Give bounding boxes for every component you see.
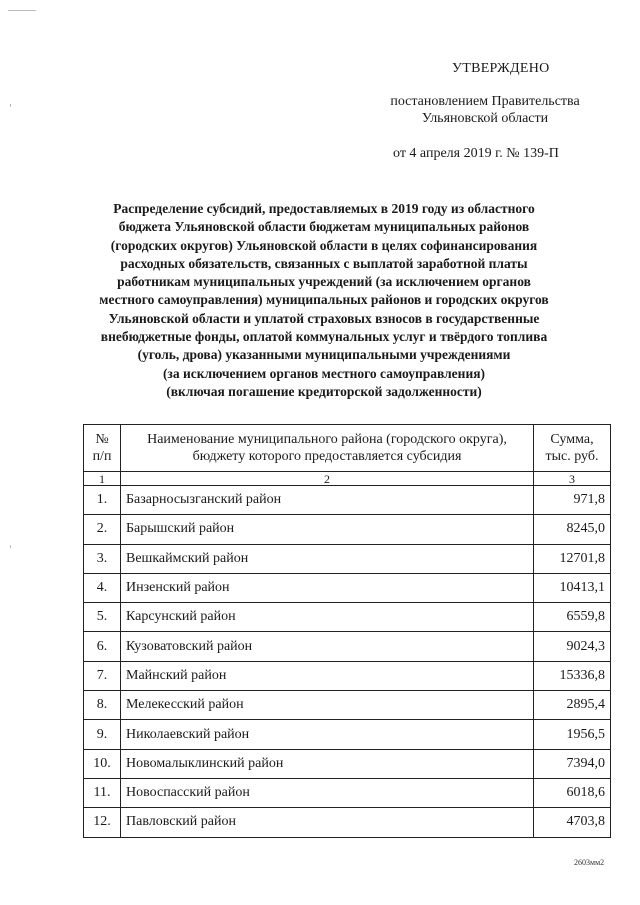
table-row <box>84 515 611 544</box>
row-sum: 6559,8 <box>534 603 611 632</box>
row-district: Новоспасский район <box>121 778 534 807</box>
row-district: Майнский район <box>121 661 534 690</box>
column-number-row <box>84 472 611 486</box>
column-number: 1 <box>84 472 121 486</box>
title-line: Ульяновской области и уплатой страховых взносов в государственные <box>108 310 540 326</box>
header-name: Наименование муниципального района (городского округа), бюджету которого предоставляется субсидия <box>121 425 534 472</box>
decree-date: от 4 апреля 2019 г. № 139-П <box>393 146 559 161</box>
row-sum: 8245,0 <box>534 515 611 544</box>
table-row <box>84 486 611 515</box>
approval-stamp: УТВЕРЖДЕНО <box>452 61 550 76</box>
row-sum: 1956,5 <box>534 720 611 749</box>
row-index: 1. <box>84 486 121 515</box>
row-district: Николаевский район <box>121 720 534 749</box>
table-row <box>84 573 611 602</box>
scan-mark-left-1 <box>10 104 11 107</box>
table-row <box>84 544 611 573</box>
row-sum: 971,8 <box>534 486 611 515</box>
row-district: Карсунский район <box>121 603 534 632</box>
document-title <box>74 200 574 401</box>
title-line: работникам муниципальных учреждений (за исключением органов <box>117 274 531 290</box>
row-index: 12. <box>84 808 121 837</box>
header-index: № п/п <box>84 425 121 472</box>
row-sum: 2895,4 <box>534 691 611 720</box>
page-code: 2603мм2 <box>574 858 605 867</box>
row-index: 9. <box>84 720 121 749</box>
table-header-row <box>84 425 611 472</box>
row-index: 7. <box>84 661 121 690</box>
row-index: 6. <box>84 632 121 661</box>
title-line: местного самоуправления) муниципальных районов и городских округов <box>99 292 549 308</box>
title-line: (включая погашение кредиторской задолженности) <box>166 383 482 399</box>
row-district: Вешкаймский район <box>121 544 534 573</box>
row-index: 8. <box>84 691 121 720</box>
row-district: Новомалыклинский район <box>121 749 534 778</box>
table-row <box>84 778 611 807</box>
table-row <box>84 632 611 661</box>
column-number: 3 <box>534 472 611 486</box>
column-number: 2 <box>121 472 534 486</box>
row-sum: 10413,1 <box>534 573 611 602</box>
row-index: 2. <box>84 515 121 544</box>
row-index: 5. <box>84 603 121 632</box>
row-sum: 7394,0 <box>534 749 611 778</box>
subsidy-table <box>83 424 611 838</box>
row-district: Базарносызганский район <box>121 486 534 515</box>
row-index: 11. <box>84 778 121 807</box>
decree-reference <box>360 93 610 127</box>
scan-mark-top-left <box>8 10 36 11</box>
row-district: Барышский район <box>121 515 534 544</box>
table-row <box>84 808 611 837</box>
row-index: 10. <box>84 749 121 778</box>
title-line: бюджета Ульяновской области бюджетам муниципальных районов <box>118 219 530 235</box>
table-row <box>84 720 611 749</box>
row-index: 3. <box>84 544 121 573</box>
row-district: Мелекесский район <box>121 691 534 720</box>
table-row <box>84 661 611 690</box>
title-line: внебюджетные фонды, оплатой коммунальных услуг и твёрдого топлива <box>100 329 548 345</box>
title-line: (городских округов) Ульяновской области в целях софинансирования <box>110 237 538 253</box>
row-sum: 12701,8 <box>534 544 611 573</box>
title-line: (уголь, дрова) указанными муниципальными учреждениями <box>137 347 511 363</box>
row-sum: 4703,8 <box>534 808 611 837</box>
decree-line-1: постановлением Правительства <box>390 94 580 109</box>
row-district: Инзенский район <box>121 573 534 602</box>
table-row <box>84 603 611 632</box>
title-line: расходных обязательств, связанных с выплатой заработной платы <box>120 255 528 271</box>
decree-line-2: Ульяновской области <box>421 111 549 126</box>
row-sum: 15336,8 <box>534 661 611 690</box>
row-index: 4. <box>84 573 121 602</box>
row-sum: 6018,6 <box>534 778 611 807</box>
row-district: Павловский район <box>121 808 534 837</box>
table-row <box>84 691 611 720</box>
title-line: (за исключением органов местного самоуправления) <box>162 365 486 381</box>
header-sum: Сумма, тыс. руб. <box>534 425 611 472</box>
table-row <box>84 749 611 778</box>
row-sum: 9024,3 <box>534 632 611 661</box>
scan-mark-left-2 <box>10 545 11 548</box>
row-district: Кузоватовский район <box>121 632 534 661</box>
title-line: Распределение субсидий, предоставляемых в 2019 году из областного <box>113 201 535 216</box>
